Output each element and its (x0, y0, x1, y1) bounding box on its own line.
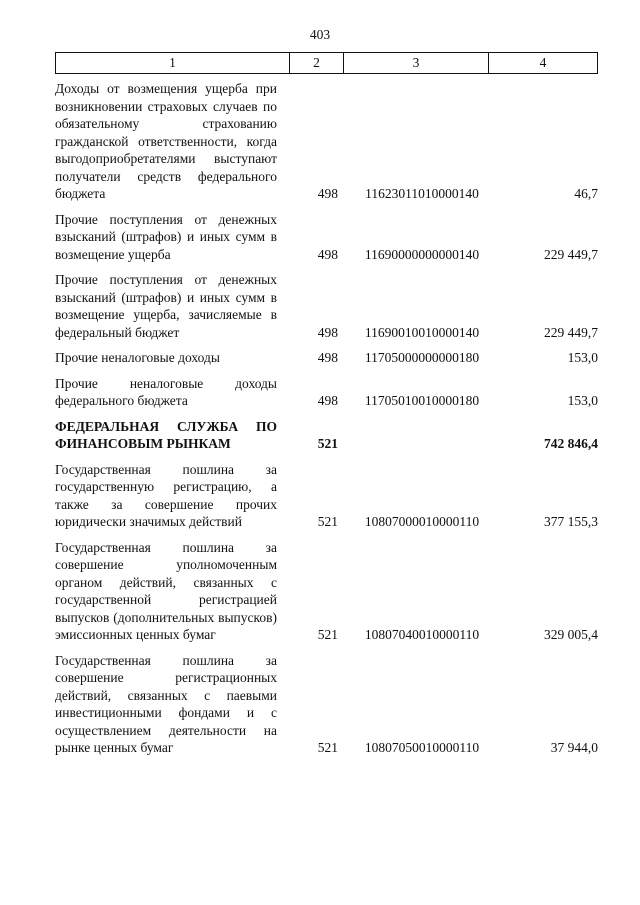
header-col-4: 4 (488, 53, 597, 73)
row-description: Государственная пошлина за государственную регистрацию, а также за совершение прочих юридически значимых действий (55, 461, 277, 529)
row-admin-code: 521 (317, 436, 338, 451)
row-admin-code: 498 (317, 246, 338, 262)
row-description: Прочие поступления от денежных взысканий (штрафов) и иных сумм в возмещение ущерба (55, 211, 277, 262)
table-body (55, 80, 598, 765)
row-classification-code: 10807000010000110 (364, 514, 480, 529)
row-description: ФЕДЕРАЛЬНАЯ СЛУЖБА ПО ФИНАНСОВЫМ РЫНКАМ (55, 418, 277, 451)
table-row (55, 461, 598, 531)
row-description: Доходы от возмещения ущерба при возникновении страховых случаев по обязательному страхованию гражданской ответственности, когда выгодоприобретателями выступают получатели средств федерального бюджета (55, 81, 277, 201)
row-classification-code: 11705000000000180 (364, 350, 480, 365)
page-number: 403 (309, 27, 331, 42)
row-admin-code: 498 (317, 393, 338, 408)
row-description: Прочие неналоговые доходы (55, 350, 220, 365)
row-admin-code: 498 (317, 324, 338, 340)
table-row-section-heading (55, 418, 598, 453)
row-amount: 329 005,4 (544, 627, 598, 642)
row-description: Государственная пошлина за совершение уполномоченным органом действий, связанных с государственной регистрацией выпусков (дополнительных выпусков) эмиссионных ценных бумаг (55, 539, 277, 642)
table-row (55, 349, 598, 367)
row-classification-code: 10807040010000110 (364, 627, 480, 642)
table-row (55, 80, 598, 203)
header-col-1: 1 (169, 55, 176, 70)
table-row (55, 271, 598, 341)
row-classification-code: 10807050010000110 (364, 740, 480, 755)
row-amount: 229 449,7 (544, 246, 598, 262)
row-description: Государственная пошлина за совершение регистрационных действий, связанных с паевыми инвестиционными фондами и с осуществлением деятельности на рынке ценных бумаг (55, 652, 277, 755)
row-admin-code: 521 (317, 627, 338, 642)
row-admin-code: 521 (317, 740, 338, 755)
table-row (55, 211, 598, 264)
header-col-3: 3 (343, 53, 488, 73)
table-header (55, 52, 598, 74)
row-admin-code: 521 (317, 514, 338, 529)
row-classification-code: 11623011010000140 (365, 186, 479, 201)
row-classification-code: 11705010010000180 (364, 393, 480, 408)
row-description: Прочие поступления от денежных взысканий (штрафов) и иных сумм в возмещение ущерба, зачисляемые в федеральный бюджет (55, 272, 277, 340)
table-row (55, 375, 598, 410)
row-amount: 229 449,7 (544, 324, 598, 340)
row-amount: 46,7 (574, 186, 598, 201)
header-col-2: 2 (289, 53, 343, 73)
row-amount: 153,0 (567, 393, 598, 408)
table-row (55, 539, 598, 644)
row-amount: 37 944,0 (550, 740, 598, 755)
table-row (55, 652, 598, 757)
row-admin-code: 498 (317, 186, 338, 201)
row-description: Прочие неналоговые доходы федерального бюджета (55, 375, 277, 408)
row-classification-code: 11690010010000140 (364, 324, 480, 340)
row-admin-code: 498 (317, 350, 338, 365)
row-amount: 377 155,3 (544, 514, 598, 529)
row-amount: 742 846,4 (544, 436, 598, 451)
row-classification-code: 11690000000000140 (364, 246, 480, 262)
row-amount: 153,0 (567, 350, 598, 365)
